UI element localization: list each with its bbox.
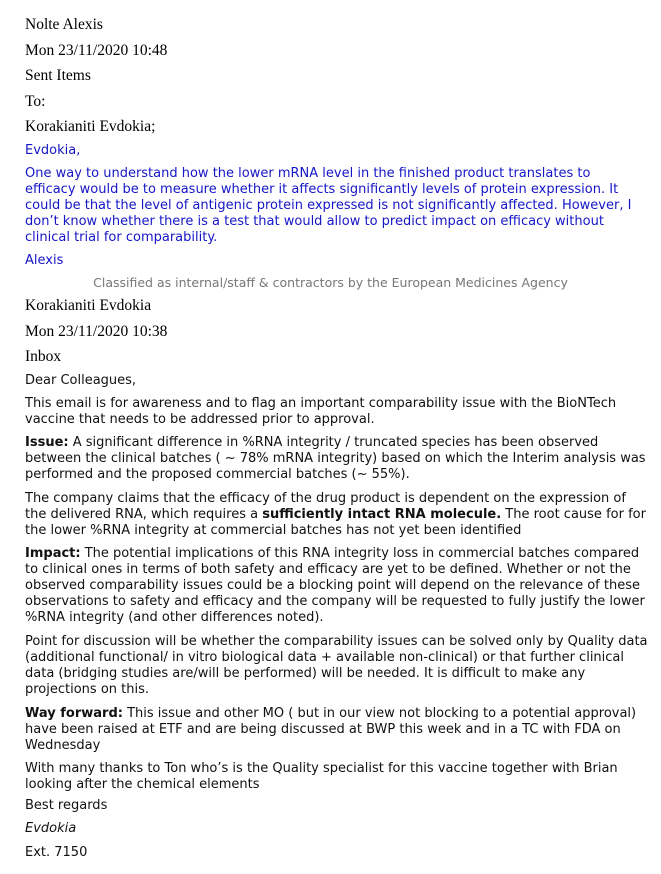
sender-name-original: Korakianiti Evdokia (25, 297, 152, 314)
signature-original (25, 821, 650, 837)
claims-text-b: The root cause for for the lower %RNA integrity at commercial batches has not yet been identified (25, 507, 646, 538)
claims-bold: sufficiently intact RNA molecule. (262, 507, 502, 522)
way-forward-text: This issue and other MO ( but in our view not blocking to a potential approval) have been raised at ETF and are being discussed at BWP this week and in a TC with FDA on Wednesday (25, 706, 637, 753)
paragraph-issue (25, 435, 650, 483)
paragraph-claims (25, 491, 650, 539)
way-forward-label: Way forward: (25, 706, 123, 721)
closing: Best regards (25, 798, 108, 813)
impact-label: Impact: (25, 546, 81, 561)
greeting: Evdokia, (25, 143, 81, 158)
message-body: One way to understand how the lower mRNA level in the finished product translates to efficacy would be to measure whether it affects significantly levels of protein expression. It could be that the level of antigenic protein expressed is not significantly affected. However, I don’t know whether there is a test that would allow to predict impact on efficacy without clinical trial for comparability. (25, 166, 632, 245)
paragraph-impact (25, 546, 650, 626)
signature: Alexis (25, 253, 64, 268)
folder-label-original: Inbox (25, 348, 62, 365)
sent-date: Mon 23/11/2020 10:48 (25, 42, 168, 59)
folder-label: Sent Items (25, 67, 91, 84)
recipient: Korakianiti Evdokia; (25, 118, 156, 135)
signature-name: Evdokia (25, 821, 77, 836)
paragraph-way-forward (25, 706, 650, 754)
paragraph-discussion: Point for discussion will be whether the comparability issues can be solved only by Quality data (additional functional/ in vitro biological data + available non-clinical) or that further clinical data (bridging studies are/will be performed) will be needed. It is difficult to make any projections on this. (25, 634, 648, 697)
sent-date-original: Mon 23/11/2020 10:38 (25, 323, 168, 340)
sender-name: Nolte Alexis (25, 16, 103, 33)
to-label: To: (25, 93, 46, 110)
paragraph-thanks: With many thanks to Ton who’s is the Quality specialist for this vaccine together with Brian looking after the chemical elements (25, 761, 618, 792)
issue-text: A significant difference in %RNA integrity / truncated species has been observed between the clinical batches ( ~ 78% mRNA integrity) based on which the Interim analysis was performed and the proposed commercial batches (~ 55%). (25, 435, 646, 482)
issue-label: Issue: (25, 435, 69, 450)
extension: Ext. 7150 (25, 845, 88, 860)
paragraph-awareness: This email is for awareness and to flag an important comparability issue with the BioNTech vaccine that needs to be addressed prior to approval. (25, 396, 617, 427)
claims-text-a: The company claims that the efficacy of the drug product is dependent on the expression of the delivered RNA, which requires a (25, 491, 626, 522)
greeting-original: Dear Colleagues, (25, 373, 137, 388)
classification-footer: Classified as internal/staff & contractors by the European Medicines Agency (93, 275, 568, 290)
impact-text: The potential implications of this RNA integrity loss in commercial batches compared to clinical ones in terms of both safety and efficacy are yet to be defined. Whether or not the observed comparability issues could be a blocking point will depend on the relevance of these observations to safety and efficacy and the company will be requested to fully justify the lower %RNA integrity (and other differences noted). (25, 546, 645, 625)
